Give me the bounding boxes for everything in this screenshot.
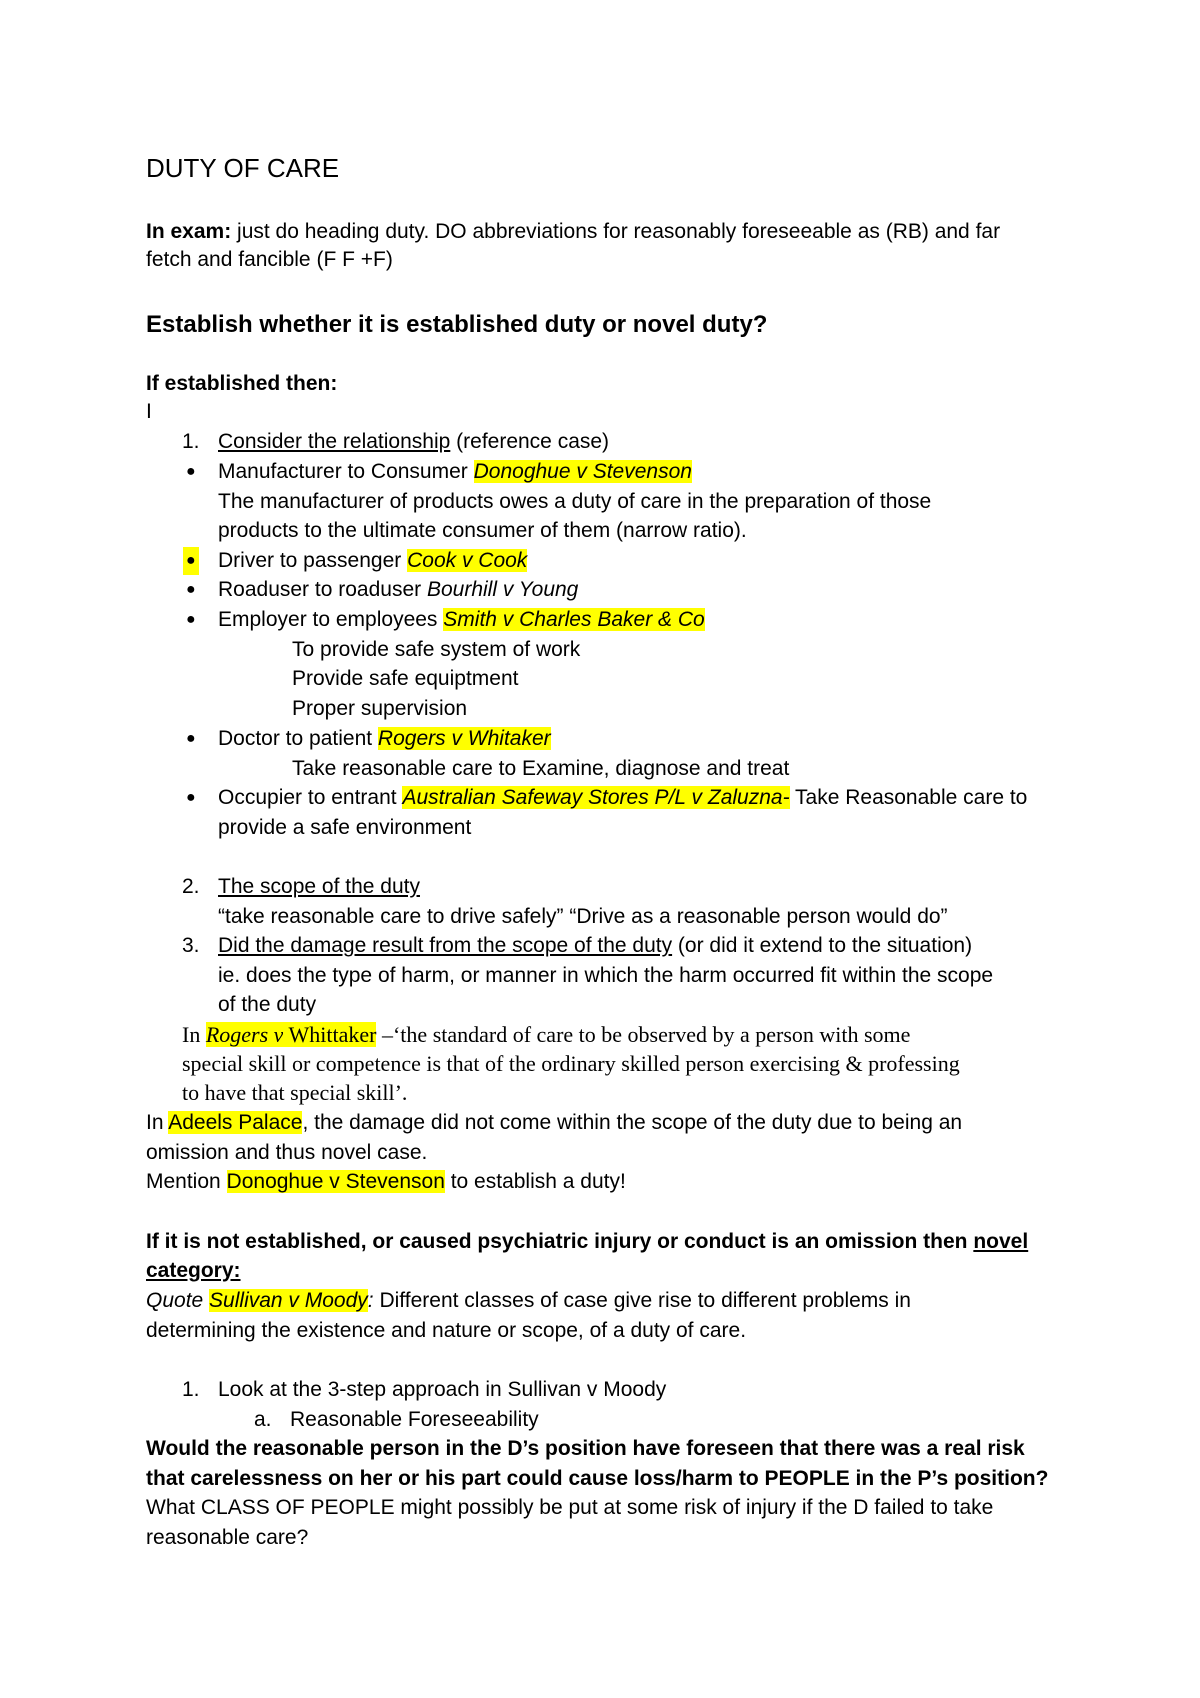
case-name: Rogers v	[205, 1022, 284, 1047]
bullet-icon: ●	[183, 547, 199, 575]
intro-line-1	[146, 218, 1000, 246]
case-name: Bourhill v Young	[426, 578, 579, 601]
bullet-icon: ●	[186, 581, 196, 598]
adeels-line-2: omission and thus novel case.	[146, 1141, 428, 1164]
sullivan-text: Different classes of case give rise to different problems in	[373, 1289, 911, 1312]
bullet-icon: ●	[186, 463, 196, 480]
adeels-in: In	[146, 1111, 169, 1134]
step-2-heading: The scope of the duty	[218, 875, 420, 898]
mention-pre: Mention	[146, 1170, 227, 1193]
bullet-icon: ●	[186, 730, 196, 747]
case-name: Smith v Charles Baker & Co	[443, 608, 705, 631]
relation-label: Employer to employees	[218, 608, 444, 631]
adeels-text: , the damage did not come within the scope of the duty due to being an	[302, 1111, 963, 1134]
step-1-rest: (reference case)	[450, 430, 610, 453]
novel-line-1	[146, 1228, 1028, 1256]
sullivan-line-1	[146, 1287, 911, 1315]
rogers-quote-line-2: special skill or competence is that of the ordinary skilled person exercising & professing	[182, 1051, 960, 1076]
list-item-roaduser	[218, 576, 578, 604]
step-1-underlined: Consider the relationship	[218, 430, 451, 453]
case-name-rest: Whittaker	[283, 1022, 377, 1047]
quote-colon: :	[367, 1289, 374, 1312]
rf-question-2: that carelessness on her or his part could cause loss/harm to PEOPLE in the P’s position?	[146, 1467, 1049, 1490]
case-name: Adeels Palace	[168, 1111, 303, 1134]
relation-label: Roaduser to roaduser	[218, 578, 427, 601]
adeels-line-1	[146, 1109, 962, 1137]
relation-label: Driver to passenger	[218, 549, 408, 572]
novel-line-2: category:	[146, 1259, 241, 1282]
case-name: Donoghue v Stevenson	[226, 1170, 445, 1193]
sullivan-line-2: determining the existence and nature or scope, of a duty of care.	[146, 1319, 747, 1342]
relation-label: Occupier to entrant	[218, 786, 403, 809]
list-item-occupier	[218, 784, 1027, 812]
relation-suffix: Take Reasonable care to	[789, 786, 1028, 809]
class-question-2: reasonable care?	[146, 1526, 309, 1549]
rf-question-1: Would the reasonable person in the D’s position have foreseen that there was a real risk	[146, 1437, 1025, 1460]
doctor-note: Take reasonable care to Examine, diagnose and treat	[292, 757, 790, 780]
class-question-1: What CLASS OF PEOPLE might possibly be put at some risk of injury if the D failed to take	[146, 1496, 994, 1519]
sub-a-number: a.	[254, 1408, 272, 1431]
bullet-icon: ●	[186, 789, 196, 806]
list-item-manufacturer	[218, 458, 692, 486]
rogers-quote-line-1	[182, 1021, 910, 1049]
step-3-underlined: Did the damage result from the scope of the duty	[218, 934, 673, 957]
intro-line-2: fetch and fancible (F F +F)	[146, 248, 393, 271]
step-3-number: 3.	[182, 934, 200, 957]
section-heading: Establish whether it is established duty or novel duty?	[146, 311, 768, 338]
step-1-number: 1.	[182, 430, 200, 453]
case-name: Australian Safeway Stores P/L v Zaluzna-	[402, 786, 790, 809]
list-item-employer	[218, 606, 705, 634]
novel-step-1-number: 1.	[182, 1378, 200, 1401]
step-3-line-1	[218, 932, 972, 960]
step-3-line-3: of the duty	[218, 993, 317, 1016]
mention-post: to establish a duty!	[444, 1170, 626, 1193]
bullet-icon: ●	[186, 611, 196, 628]
mention-line	[146, 1168, 626, 1196]
case-name: Rogers v Whitaker	[377, 727, 551, 750]
novel-condition: If it is not established, or caused psychiatric injury or conduct is an omission then	[146, 1230, 974, 1253]
step-3-line-2: ie. does the type of harm, or manner in which the harm occurred fit within the scope	[218, 964, 994, 987]
list-item-driver	[218, 547, 527, 575]
step-2-number: 2.	[182, 875, 200, 898]
stray-mark: I	[146, 400, 152, 423]
employer-duty-2: Provide safe equiptment	[292, 667, 519, 690]
sub-a-text: Reasonable Foreseeability	[290, 1408, 539, 1431]
novel-step-1-text: Look at the 3-step approach in Sullivan v Moody	[218, 1378, 667, 1401]
novel-label: novel	[973, 1230, 1029, 1253]
page-title: DUTY OF CARE	[146, 153, 340, 183]
case-name: Sullivan v Moody	[209, 1289, 368, 1312]
intro-text-1: just do heading duty. DO abbreviations for reasonably foreseeable as (RB) and far	[231, 220, 1001, 243]
if-established-label: If established then:	[146, 372, 338, 395]
intro-label: In exam:	[146, 220, 232, 243]
quote-word: Quote	[146, 1289, 210, 1312]
rogers-quote-text: –‘the standard of care to be observed by a person with some	[376, 1022, 911, 1047]
case-name: Donoghue v Stevenson	[473, 460, 692, 483]
employer-duty-3: Proper supervision	[292, 697, 468, 720]
step-3-rest: (or did it extend to the situation)	[672, 934, 973, 957]
rogers-quote-line-3: to have that special skill’.	[182, 1080, 408, 1105]
step-2-quote: “take reasonable care to drive safely” “Drive as a reasonable person would do”	[218, 905, 948, 928]
relation-label: Manufacturer to Consumer	[218, 460, 474, 483]
step-1-text	[218, 428, 609, 456]
manufacturer-note-2: products to the ultimate consumer of them (narrow ratio).	[218, 519, 747, 542]
employer-duty-1: To provide safe system of work	[292, 638, 581, 661]
case-name: Cook v Cook	[407, 549, 528, 572]
list-item-doctor	[218, 725, 551, 753]
manufacturer-note-1: The manufacturer of products owes a duty of care in the preparation of those	[218, 490, 932, 513]
rogers-in: In	[182, 1022, 206, 1047]
relation-label: Doctor to patient	[218, 727, 378, 750]
occupier-cont: provide a safe environment	[218, 816, 472, 839]
